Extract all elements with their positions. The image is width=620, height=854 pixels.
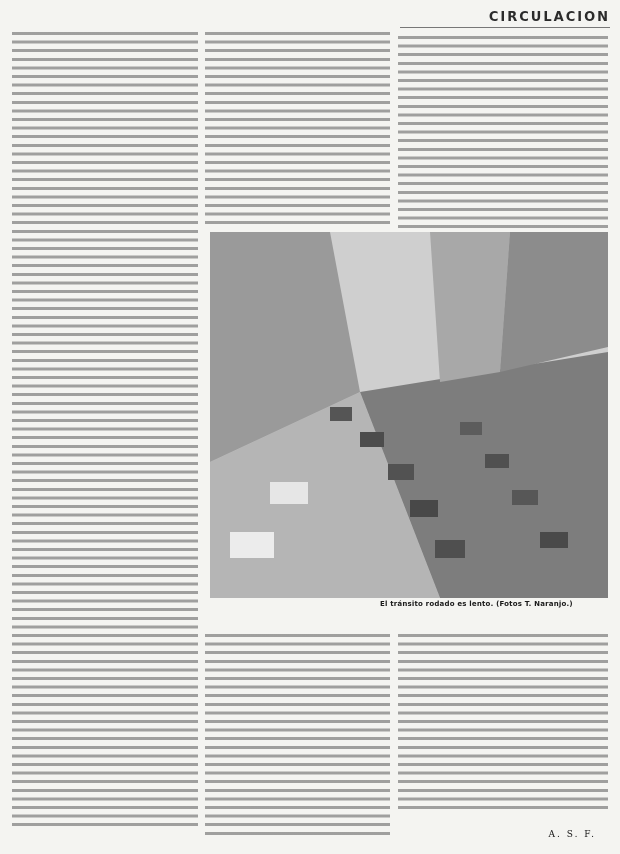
header-rule <box>400 27 610 28</box>
text-column-1 <box>12 28 198 828</box>
text-column-2-bottom <box>205 630 390 840</box>
text-column-3-top <box>398 32 608 228</box>
text-column-2-top <box>205 28 390 228</box>
street-photo-drawing <box>210 232 608 598</box>
street-photo <box>210 232 608 598</box>
signature: A. S. F. <box>548 830 596 840</box>
section-title: CIRCULACION <box>488 10 610 25</box>
text-column-3-bottom <box>398 630 608 810</box>
photo-caption: El tránsito rodado es lento. (Fotos T. Naranjo.) <box>380 600 573 608</box>
